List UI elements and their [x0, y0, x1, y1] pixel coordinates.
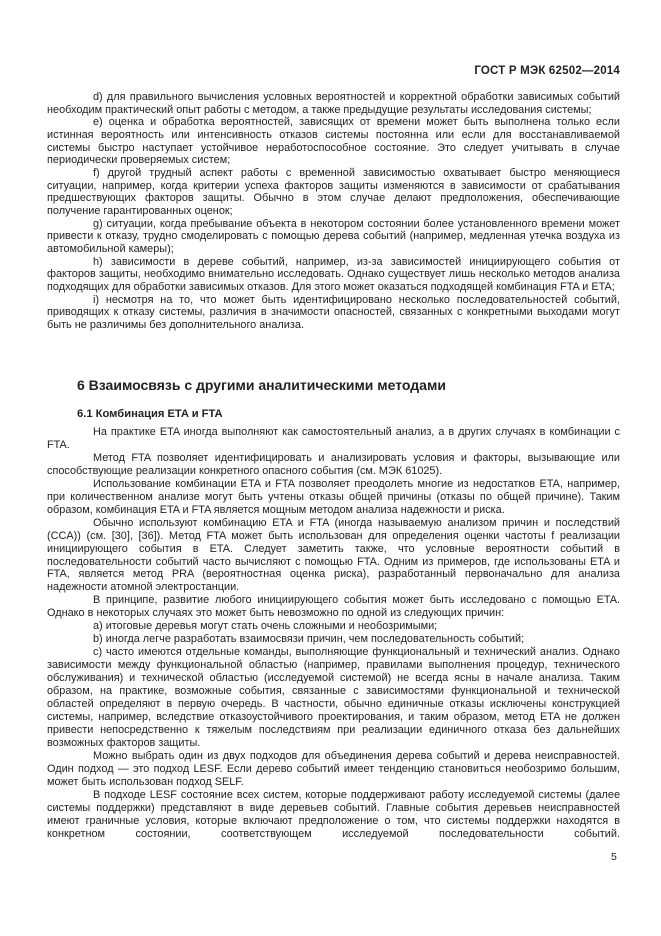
list-continuation: [47, 91, 620, 331]
section-body: [47, 426, 620, 841]
paragraph: Использование комбинации ETA и FTA позволяет преодолеть многие из недостатков ETA, например, при количественном анализе могут быть учтены отказы общей причины (отказы по общей причине). Таким образом, комбинация ETA и FTA является мощным методом анализа надежности и риска.: [47, 477, 620, 516]
paragraph: В принципе, развитие любого инициирующего события может быть исследовано с помощью ETA. Однако в некоторых случаях это может быть невозможно по одной из следующих причин:: [47, 594, 620, 620]
paragraph: На практике ETA иногда выполняют как самостоятельный анализ, а в других случаях в комбинации с FTA.: [47, 426, 620, 451]
list-item-g: g) ситуации, когда пребывание объекта в некотором состоянии более установленного времени может привести к отказу, трудно смоделировать с помощью дерева событий (например, медленная утечка воздуха из автомобильной камеры);: [47, 217, 620, 255]
section-heading: 6 Взаимосвязь с другими аналитическими методами: [77, 377, 446, 393]
list-item-c: c) часто имеются отдельные команды, выполняющие функциональный и технический анализ. Однако зависимости между функциональной областью (например, правилами выполнения процедур, технического обслуживания) и технической областью (исследуемой системой) не всегда ясны в начале анализа. Таким образом, на практике, возможные события, связанные с зависимостями функциональной и технической областей определяют в первую очередь. В частности, обычно единичные отказы исключены конструкцией системы, например, вследствие отказоустойчивого проектирования, и таким образом, метод ETA не должен привести непосредственно к тяжелым последствиям при реализации единичного отказа без дальнейших возможных факторов защиты.: [47, 646, 620, 749]
list-item-e: e) оценка и обработка вероятностей, зависящих от времени может быть выполнена только если истинная вероятность или интенсивность отказов системы постоянна или если для восстанавливаемой системы быстро наступает устойчивое неработоспособное состояние. Это следует учитывать в случае периодически проверяемых систем;: [47, 116, 620, 167]
list-item-b: b) иногда легче разработать взаимосвязи причин, чем последовательность событий;: [93, 633, 525, 646]
list-item-h: h) зависимости в дереве событий, например, из-за зависимостей инициирующего события от факторов защиты, необходимо внимательно исследовать. Однако существует лишь несколько методов анализа подходящих для обработки зависимых отказов. Для этого может оказаться подходящей комбинация FTA и ETA;: [47, 255, 620, 293]
page-number: 5: [611, 851, 617, 863]
paragraph: Обычно используют комбинацию ETA и FTA (иногда называемую анализом причин и последствий (CCA)) (см. [30], [36]). Метод FTA может быть использован для определения оценки частоты f реализации инициирующего события в ETA. Следует заметить также, что условные вероятности событий в последовательности событий часто вычисляют с помощью FTA. Одним из примеров, где использованы ETA и FTA, является метод PRA (вероятностная оценка риска), разработанный первоначально для анализа надежности атомной электростанции.: [47, 516, 620, 594]
paragraph: В подходе LESF состояние всех систем, которые поддерживают работу исследуемой системы (далее системы поддержки) представляют в виде деревьев событий. Главные события деревьев неисправностей имеют граничные условия, которые включают предположение о том, что системы поддержки находятся в конкретном состоянии, соответствующем исследуемой последовательности событий.: [47, 788, 620, 840]
subsection-heading: 6.1 Комбинация ETA и FTA: [77, 408, 223, 420]
list-item-i: i) несмотря на то, что может быть идентифицировано несколько последовательностей событий, приводящих к отказу системы, различия в значимости опасностей, связанных с конкретными выходами могут быть не различимы без дополнительного анализа.: [47, 293, 620, 331]
paragraph: Метод FTA позволяет идентифицировать и анализировать условия и факторы, вызывающие или способствующие реализации конкретного опасного события (см. МЭК 61025).: [47, 451, 620, 477]
list-item-d: d) для правильного вычисления условных вероятностей и корректной обработки зависимых событий необходим практический опыт работы с методом, а также предыдущие результаты исследования системы;: [47, 91, 620, 116]
document-header: ГОСТ Р МЭК 62502—2014: [474, 65, 620, 77]
list-item-a: a) итоговые деревья могут стать очень сложными и необозримыми;: [93, 620, 438, 633]
list-item-f: f) другой трудный аспект работы с временной зависимостью охватывает быстро меняющиеся ситуации, например, когда критерии успеха факторов защиты изменяются в зависимости от срабатывания предшествующих факторов защиты. Обычно в этом случае делают предположения, обеспечивающие получение гарантированных оценок;: [47, 166, 620, 217]
paragraph: Можно выбрать один из двух подходов для объединения дерева событий и дерева неисправностей. Один подход — это подход LESF. Если дерево событий имеет тенденцию становиться необозримо большим, может быть использован подход SELF.: [47, 749, 620, 788]
